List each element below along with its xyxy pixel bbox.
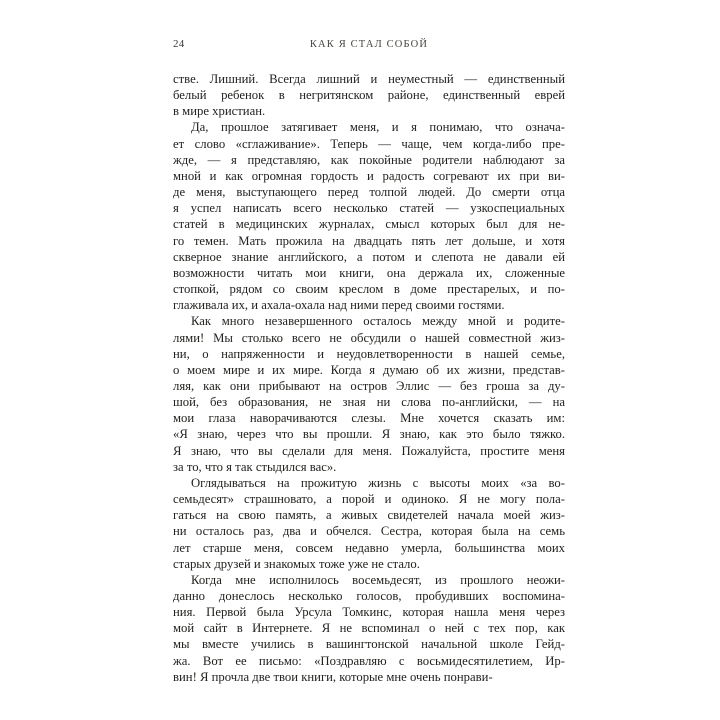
text-line: Когда мне исполнилось восемьдесят, из прошлого неожи- bbox=[191, 572, 565, 587]
text-line: за то, что я так стыдился вас». bbox=[173, 459, 337, 474]
text-line: ни, о напряженности и неудовлетворенности в нашей семье, bbox=[173, 346, 565, 361]
text-line: шой, без образования, не зная ни слова по-английски, — на bbox=[173, 395, 565, 410]
text-line: ет слово «сглаживание». Теперь — чаще, чем когда-либо пре- bbox=[173, 136, 565, 151]
text-line: вин! Я прочла две твои книги, которые мне очень понрави- bbox=[173, 669, 493, 684]
text-line: возможности читать мои книги, она держала их, сложенные bbox=[173, 265, 565, 280]
text-line: ния. Первой была Урсула Томкинс, которая нашла меня через bbox=[173, 605, 565, 620]
text-line: о моем мире и их мире. Когда я думаю об их жизни, представ- bbox=[173, 362, 565, 377]
text-line: данно донеслось несколько голосов, пробудивших воспомина- bbox=[173, 589, 565, 603]
text-line: лями! Мы столько всего не обсудили о нашей совместной жиз- bbox=[173, 330, 565, 345]
text-line: стопкой, рядом со своим креслом в доме престарелых, и по- bbox=[173, 282, 565, 297]
text-line: мы вместе учились в вашингтонской начальной школе Гейд- bbox=[173, 637, 565, 652]
text-line: Оглядываться на прожитую жизнь с высоты моих «за во- bbox=[191, 475, 565, 490]
paragraph bbox=[173, 572, 565, 685]
text-line: старых друзей и знакомых тоже уже не стало. bbox=[173, 556, 420, 571]
page-number: 24 bbox=[173, 38, 185, 50]
text-line: в мире христиан. bbox=[173, 104, 266, 119]
text-line: мои глаза наворачиваются слезы. Мне хочется сказать им: bbox=[173, 411, 565, 426]
text-line: статей в медицинских журналах, смысл которых был для не- bbox=[173, 217, 565, 232]
text-line: «Я знаю, через что вы прошли. Я знаю, как это было тяжко. bbox=[173, 427, 565, 442]
text-line: го темен. Мать прожила на двадцать пять лет дольше, и хотя bbox=[173, 233, 565, 248]
text-line: белый ребенок в негритянском районе, единственный еврей bbox=[173, 88, 565, 103]
text-line: ни осталось раз, два и обчелся. Сестра, которая была на семь bbox=[173, 524, 565, 539]
text-line: глаживала их, и ахала-охала над ними перед своими гостями. bbox=[173, 298, 505, 313]
text-line: Как много незавершенного осталось между мной и родите- bbox=[191, 314, 565, 329]
text-line: жа. Вот ее письмо: «Поздравляю с восьмидесятилетием, Ир- bbox=[173, 653, 565, 668]
text-line: мной и как огромная гордость и радость согревают их при ви- bbox=[173, 168, 565, 183]
paragraph bbox=[173, 475, 565, 572]
paragraph bbox=[173, 71, 565, 119]
text-line: мой сайт в Интернете. Я не вспоминал о ней с тех пор, как bbox=[173, 621, 565, 636]
text-line: лет старше меня, совсем недавно умерла, большинства моих bbox=[173, 540, 565, 555]
text-line: гаться на свою память, а живых свидетелей начала моей жиз- bbox=[173, 508, 565, 523]
text-line: Я знаю, что вы сделали для меня. Пожалуйста, простите меня bbox=[173, 443, 565, 458]
text-line: де меня, выступающего перед толпой людей. До смерти отца bbox=[173, 185, 565, 200]
text-line: ляя, как они прибывают на остров Эллис — без гроша за ду- bbox=[173, 378, 565, 393]
paragraph bbox=[173, 119, 565, 313]
text-line: Да, прошлое затягивает меня, и я понимаю, что означа- bbox=[191, 120, 565, 135]
running-head bbox=[173, 38, 565, 56]
text-line: жде, — я представляю, как покойные родители наблюдают за bbox=[173, 152, 565, 167]
text-line: стве. Лишний. Всегда лишний и неуместный — единственный bbox=[173, 72, 565, 86]
paragraph bbox=[173, 313, 565, 475]
text-line: скверное знание английского, а потом и слепота не давали ей bbox=[173, 249, 565, 264]
text-line: я успел написать всего несколько статей — узкоспециальных bbox=[173, 201, 565, 216]
running-title: КАК Я СТАЛ СОБОЙ bbox=[309, 39, 429, 50]
text-line: семьдесят» страшновато, а порой и одиноко. Я не могу пола- bbox=[173, 492, 565, 507]
body-text bbox=[173, 71, 565, 685]
